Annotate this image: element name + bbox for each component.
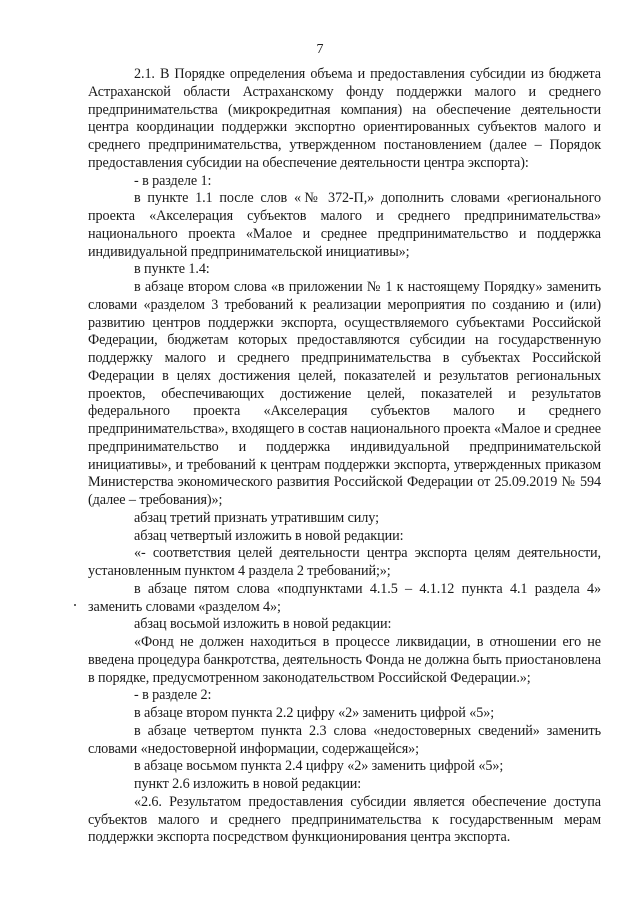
paragraph-item-1-4-fifth: в абзаце пятом слова «подпунктами 4.1.5 – 4.1.12 пункта 4.1 раздела 4» заменить словами «разделом 4»;	[88, 580, 601, 615]
paragraph-item-1-4-eighth: абзац восьмой изложить в новой редакции:	[134, 616, 392, 633]
paragraph-item-1-4-eighth-text: «Фонд не должен находиться в процессе ликвидации, в отношении его не введена процедура банкротства, деятельность Фонда не должна быть приостановлена в порядке, предусмотренном законодательством Российской Федерации.»;	[88, 634, 601, 686]
page-number: 7	[316, 42, 324, 57]
paragraph-item-1-4-third: абзац третий признать утратившим силу;	[134, 509, 379, 526]
paragraph-item-2-6-heading: пункт 2.6 изложить в новой редакции:	[134, 776, 362, 792]
paragraph-section-1-heading: - в разделе 1:	[134, 172, 212, 189]
paragraph-item-2-3: в абзаце четвертом пункта 2.3 слова «недостоверных сведений» заменить словами «недостоверной информации, содержащейся»;	[88, 722, 601, 757]
document-body	[88, 66, 601, 847]
paragraph-item-1-4-heading: в пункте 1.4:	[134, 261, 210, 278]
paragraph-item-1-4-second: в абзаце втором слова «в приложении № 1 к настоящему Порядку» заменить словами «разделом 3 требований к реализации мероприятия по созданию и (или) развитию центров поддержки экспорта, осуществляемого субъектами Российской Федерации, бюджетам которых предоставляются субсидии на государственную поддержку малого и среднего предпринимательства в субъектах Российской Федерации в целях достижения целей, показателей и результатов региональных проектов, обеспечивающих достижение целей, показателей и результатов федерального проекта «Акселерация субъектов малого и среднего предпринимательства», входящего в состав национального проекта «Малое и среднее предпринимательство и поддержка индивидуальной предпринимательской инициативы», и требований к центрам поддержки экспорта, утвержденных приказом Министерства экономического развития Российской Федерации от 25.09.2019 № 594 (далее – требования)»;	[88, 279, 601, 508]
paragraph-item-1-1: в пункте 1.1 после слов «№ 372-П,» дополнить словами «регионального проекта «Акселерация субъектов малого и среднего предпринимательства» национального проекта «Малое и среднее предпринимательство и поддержка индивидуальной предпринимательской инициативы»;	[88, 190, 601, 260]
paragraph-item-1-4-fourth-text: «- соответствия целей деятельности центра экспорта целям деятельности, установленным пунктом 4 раздела 2 требований;»;	[88, 545, 601, 579]
paragraph-section-2-heading: - в разделе 2:	[134, 687, 212, 704]
paragraph-item-2-6-text: «2.6. Результатом предоставления субсидии является обеспечение доступа субъектов малого и среднего предпринимательства к государственным мерам поддержки экспорта посредством функционирования центра экспорта.	[88, 793, 601, 846]
paragraph-item-2-2: в абзаце втором пункта 2.2 цифру «2» заменить цифрой «5»;	[134, 705, 495, 721]
paragraph-item-2-4: в абзаце восьмом пункта 2.4 цифру «2» заменить цифрой «5»;	[134, 758, 504, 775]
paragraph-intro: 2.1. В Порядке определения объема и предоставления субсидии из бюджета Астраханской области Астраханскому фонду поддержки малого и среднего предпринимательства (микрокредитная компания) на обеспечение деятельности центра координации поддержки экспортно ориентированных субъектов малого и среднего предпринимательства, утвержденном постановлением (далее – Порядок предоставления субсидии на обеспечение деятельности центра экспорта):	[88, 66, 601, 171]
paragraph-item-1-4-fourth: абзац четвертый изложить в новой редакции:	[134, 527, 404, 544]
margin-dot	[74, 604, 76, 606]
